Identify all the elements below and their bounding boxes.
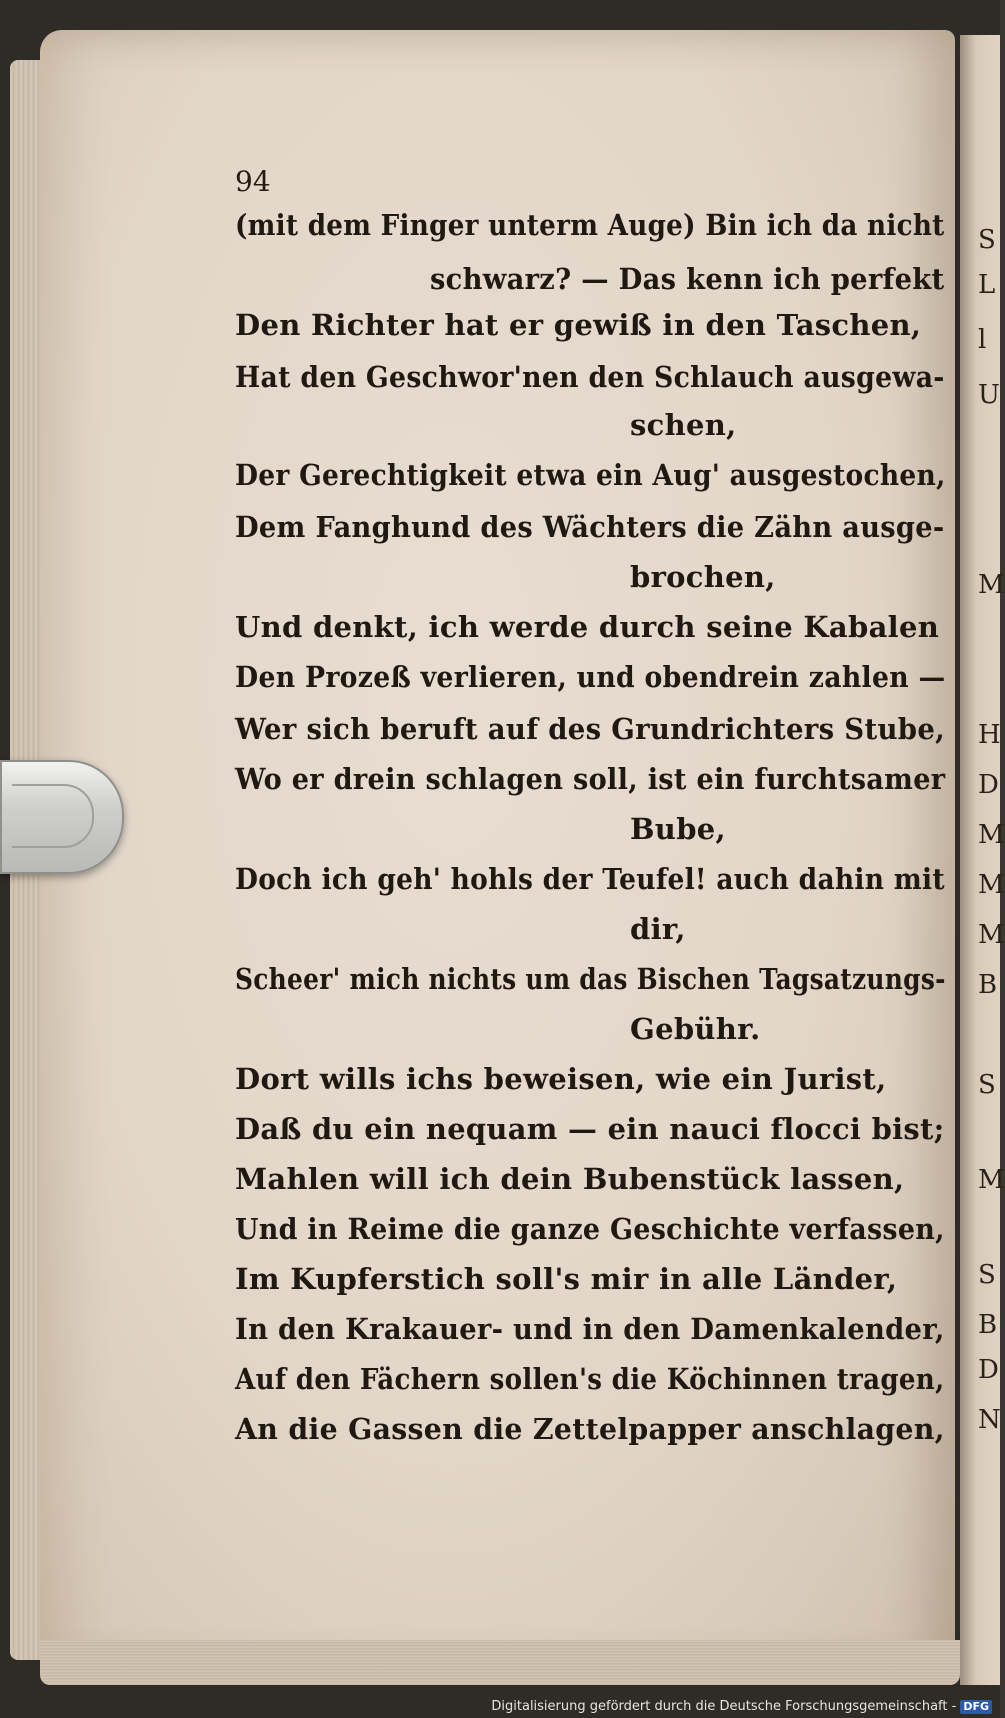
poem-line: schwarz? — Das kenn ich perfekt — [430, 262, 945, 296]
next-page-glyph: l — [978, 325, 987, 355]
next-page-glyph: D — [978, 770, 999, 800]
next-page-glyph: S — [978, 1260, 996, 1290]
next-page-glyph: B — [978, 970, 998, 1000]
poem-line: Und in Reime die ganze Geschichte verfassen, — [235, 1212, 945, 1246]
poem-line: Gebühr. — [630, 1012, 761, 1046]
page-edges-bottom — [40, 1640, 960, 1685]
poem-line: Daß du ein nequam — ein nauci flocci bist; — [235, 1112, 945, 1146]
poem-line: In den Krakauer- und in den Damenkalender, — [235, 1312, 945, 1346]
next-page-glyph: S — [978, 1070, 996, 1100]
poem-line: Der Gerechtigkeit etwa ein Aug' ausgestochen, — [235, 458, 946, 492]
poem-line: Den Richter hat er gewiß in den Taschen, — [235, 308, 922, 342]
poem-line: Im Kupferstich soll's mir in alle Länder, — [235, 1262, 898, 1296]
poem-line: Scheer' mich nichts um das Bischen Tagsatzungs- — [235, 962, 946, 996]
poem-line: Dort wills ichs beweisen, wie ein Jurist, — [235, 1062, 887, 1096]
poem-line: Wo er drein schlagen soll, ist ein furchtsamer — [235, 762, 946, 796]
next-page-glyph: M — [978, 1165, 1005, 1195]
next-page-glyph: M — [978, 820, 1005, 850]
page-number: 94 — [235, 165, 271, 198]
next-page-glyph: N — [978, 1405, 1001, 1435]
next-page-glyph: H — [978, 720, 1001, 750]
poem-line: Den Prozeß verlieren, und obendrein zahlen — — [235, 660, 946, 694]
next-page-edge — [960, 35, 1005, 1685]
next-page-glyph: M — [978, 920, 1005, 950]
page-clip — [0, 760, 124, 874]
footer-credit — [491, 1699, 992, 1714]
next-page-glyph: S — [978, 225, 996, 255]
poem-line: (mit dem Finger unterm Auge) Bin ich da nicht — [235, 208, 945, 242]
next-page-glyph: L — [978, 270, 996, 300]
next-page-glyph: B — [978, 1310, 998, 1340]
dfg-logo: DFG — [960, 1700, 992, 1714]
poem-line: Hat den Geschwor'nen den Schlauch ausgewa- — [235, 360, 945, 394]
poem-line: Auf den Fächern sollen's die Köchinnen tragen, — [235, 1362, 945, 1396]
poem-line: Mahlen will ich dein Bubenstück lassen, — [235, 1162, 905, 1196]
poem-line: Dem Fanghund des Wächters die Zähn ausge- — [235, 510, 945, 544]
poem-line: dir, — [630, 912, 686, 946]
next-page-glyph: M — [978, 570, 1005, 600]
next-page-glyph: D — [978, 1355, 999, 1385]
poem-line: Bube, — [630, 812, 726, 846]
poem-line: Doch ich geh' hohls der Teufel! auch dahin mit — [235, 862, 945, 896]
poem-line: schen, — [630, 408, 737, 442]
poem-line: brochen, — [630, 560, 776, 594]
poem-line: An die Gassen die Zettelpapper anschlagen, — [235, 1412, 945, 1446]
next-page-glyph: U — [978, 380, 1000, 410]
poem-line: Wer sich beruft auf des Grundrichters Stube, — [235, 712, 946, 746]
footer-text: Digitalisierung gefördert durch die Deutsche Forschungsgemeinschaft - — [491, 1699, 957, 1714]
poem-line: Und denkt, ich werde durch seine Kabalen — [235, 610, 940, 644]
next-page-glyph: M — [978, 870, 1005, 900]
page-clip-loop — [12, 784, 94, 848]
